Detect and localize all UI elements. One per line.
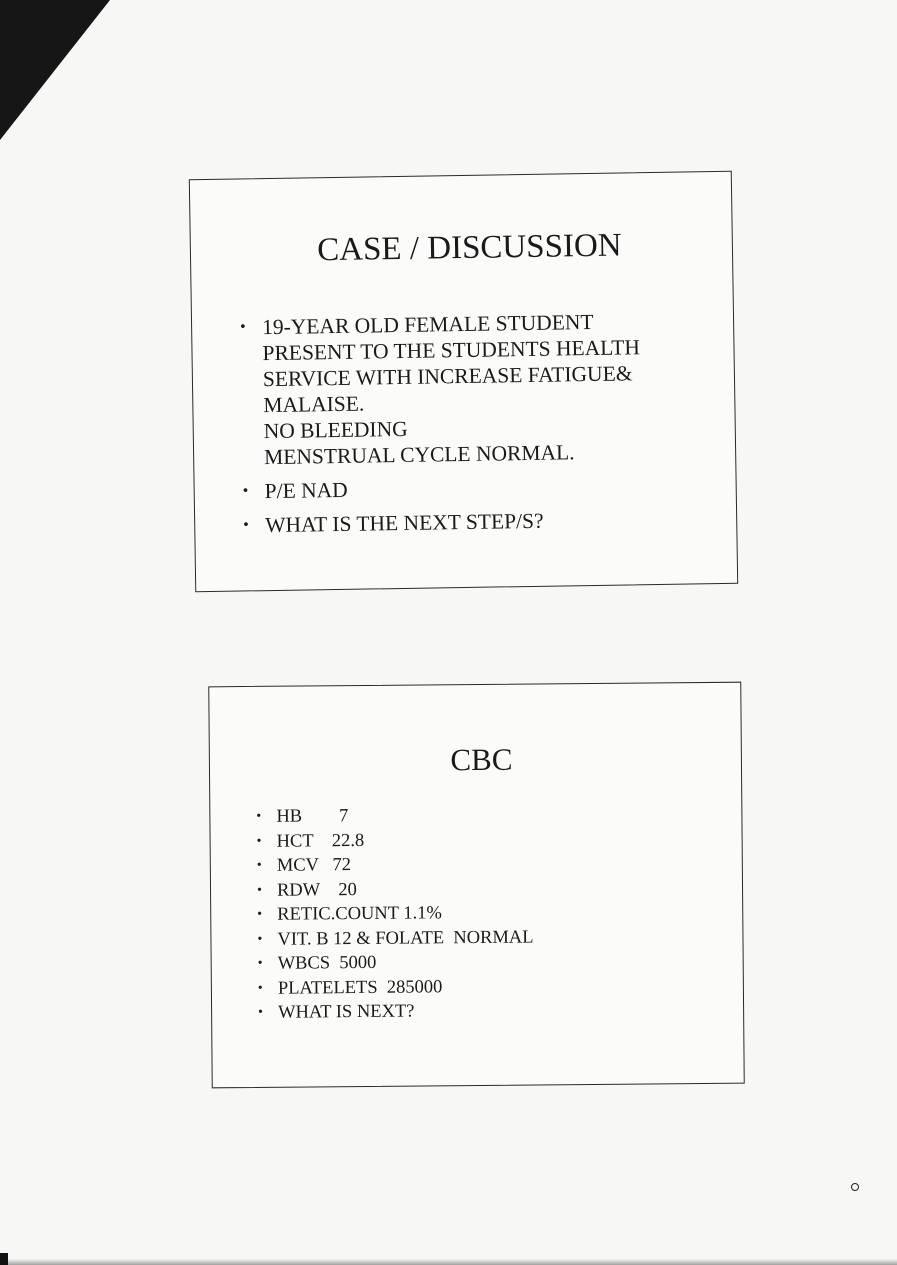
bullet-line: MALAISE. — [263, 391, 365, 418]
bullet-dot: • — [256, 808, 262, 824]
bullet-dot: • — [243, 516, 249, 534]
bullet-line: NO BLEEDING — [263, 416, 408, 444]
bullet-line: PRESENT TO THE STUDENTS HEALTH — [262, 335, 641, 366]
page-bottom-edge — [0, 1259, 897, 1265]
page-corner-shadow — [0, 0, 110, 140]
bullet-dot: • — [257, 906, 263, 922]
cbc-item-text: MCV 72 — [276, 855, 352, 876]
bullet-line: MENSTRUAL CYCLE NORMAL. — [263, 440, 575, 470]
bullet-dot: • — [239, 318, 246, 336]
case-discussion-slide — [189, 171, 738, 592]
bullet-dot: • — [257, 955, 263, 971]
cbc-item-text: PLATELETS 285000 — [277, 976, 443, 999]
bullet-line: SERVICE WITH INCREASE FATIGUE& — [262, 361, 633, 392]
cbc-item-text: HCT 22.8 — [276, 830, 365, 852]
bullet-dot: • — [257, 980, 263, 996]
cbc-item-text: WBCS 5000 — [277, 952, 377, 974]
bullet-dot: • — [256, 857, 262, 873]
cbc-item-text: HB 7 — [276, 806, 349, 827]
case-bullet-list — [240, 307, 736, 539]
cbc-item-text: WHAT IS NEXT? — [278, 1001, 415, 1023]
cbc-result-list — [256, 801, 743, 1026]
bullet-dot: • — [258, 1004, 264, 1020]
cbc-slide — [208, 682, 744, 1089]
cbc-item-text: VIT. B 12 & FOLATE NORMAL — [277, 927, 534, 950]
stray-ring-mark — [851, 1183, 859, 1191]
bullet-dot: • — [256, 833, 262, 849]
case-bullet-history — [240, 307, 735, 471]
case-bullet-exam — [242, 471, 735, 505]
bullet-line: 19-YEAR OLD FEMALE STUDENT — [261, 309, 594, 340]
bullet-dot: • — [256, 882, 262, 898]
case-bullet-question — [243, 505, 736, 539]
page-bottom-corner-mark — [0, 1253, 8, 1265]
slide-title-case-discussion: CASE / DISCUSSION — [316, 227, 622, 269]
bullet-line: P/E NAD — [264, 477, 348, 504]
cbc-item-text: RDW 20 — [276, 879, 357, 901]
cbc-item-text: RETIC.COUNT 1.1% — [277, 903, 442, 925]
bullet-line: WHAT IS THE NEXT STEP/S? — [265, 508, 544, 538]
slide-title-cbc: CBC — [450, 741, 513, 778]
bullet-dot: • — [257, 931, 263, 947]
bullet-dot: • — [242, 482, 249, 500]
cbc-item — [258, 997, 743, 1026]
